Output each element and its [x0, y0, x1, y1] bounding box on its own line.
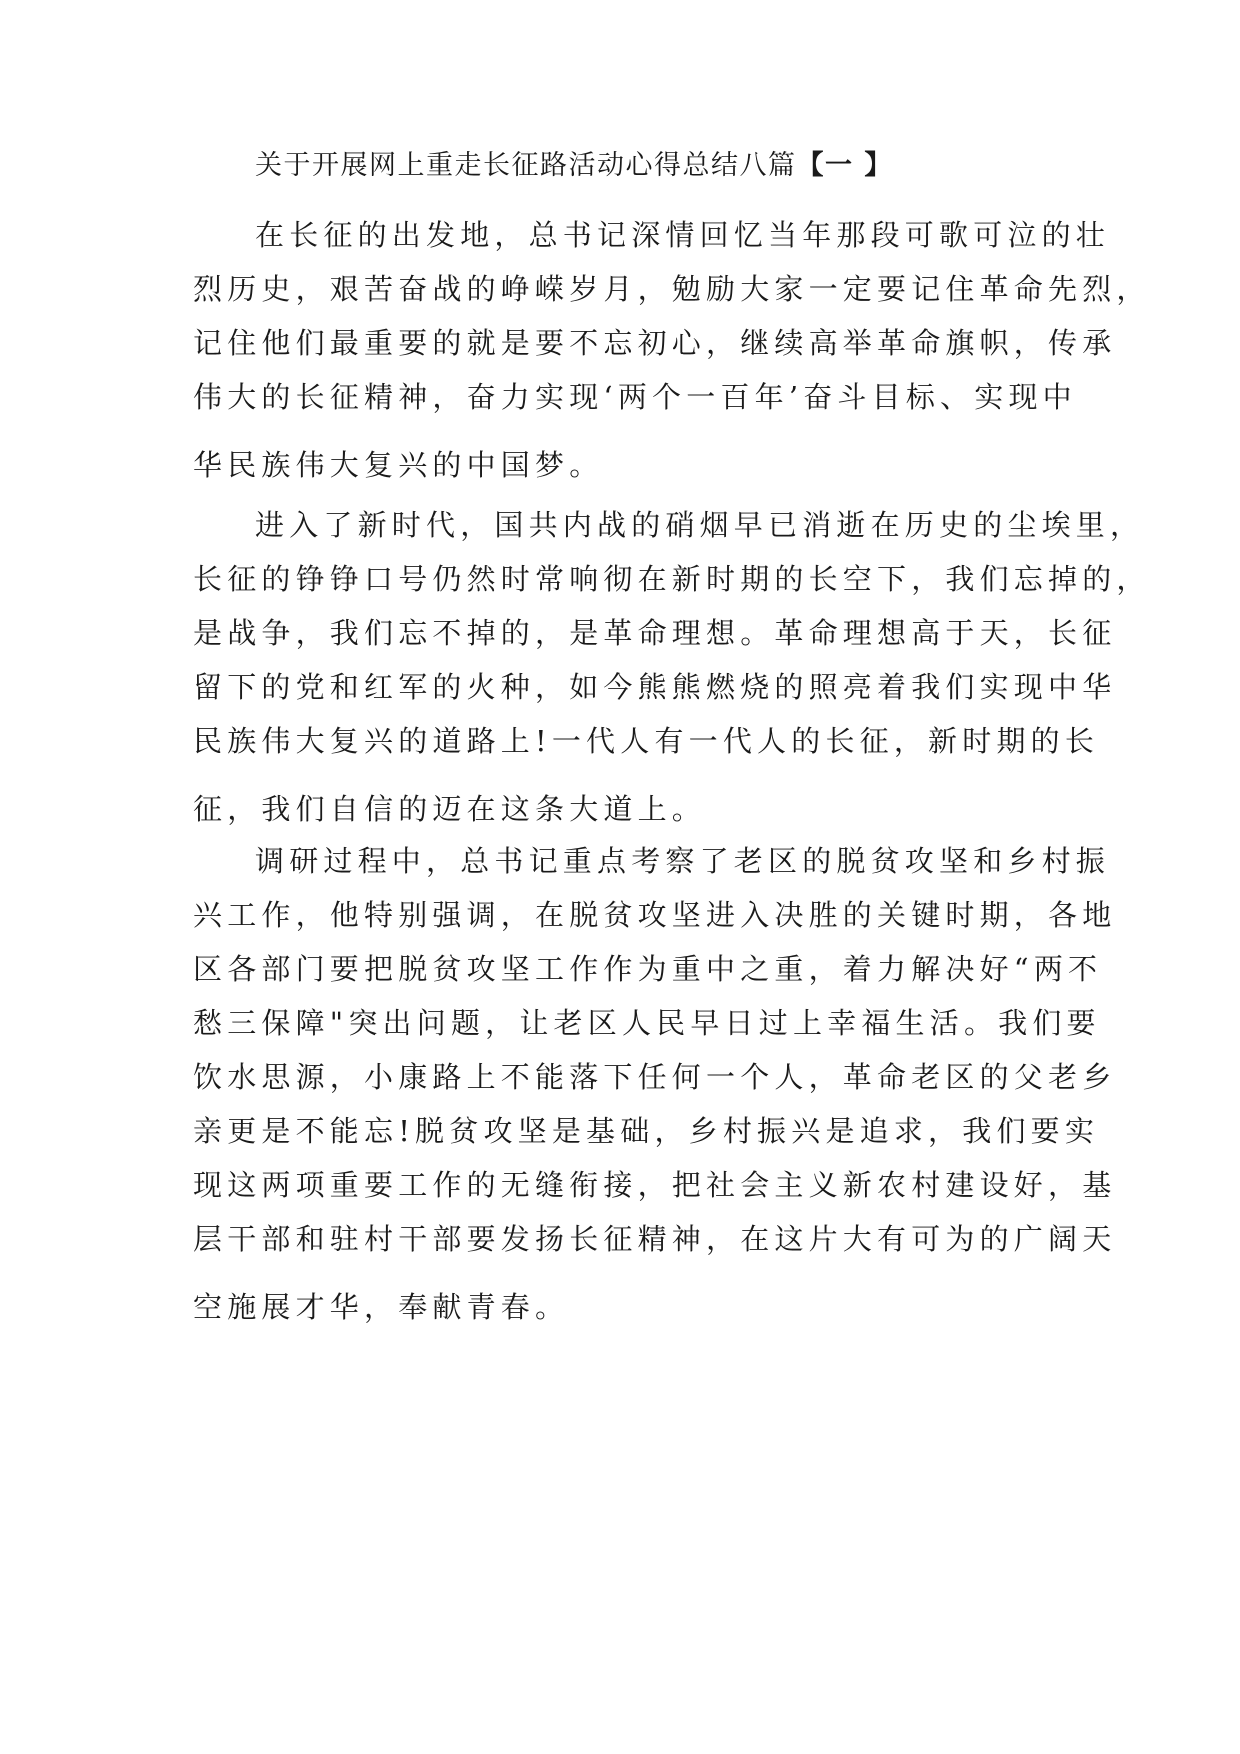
paragraph-line: 兴工作，他特别强调，在脱贫攻坚进入决胜的关键时期，各地	[193, 898, 1117, 932]
title-section-marker: 【一 】	[796, 150, 893, 181]
paragraph-line: 空施展才华，奉献青春。	[193, 1290, 570, 1324]
paragraph-1	[193, 208, 1151, 492]
paragraph-line: 长征的铮铮口号仍然时常响彻在新时期的长空下，我们忘掉的，	[193, 562, 1151, 596]
paragraph-line: 调研过程中，总书记重点考察了老区的脱贫攻坚和乡村振	[255, 844, 1111, 878]
paragraph-line: 记住他们最重要的就是要不忘初心，继续高举革命旗帜，传承	[193, 326, 1117, 360]
paragraph-line: 民族伟大复兴的道路上!一代人有一代人的长征，新时期的长	[193, 724, 1100, 758]
paragraph-line: 愁三保障"突出问题，让老区人民早日过上幸福生活。我们要	[193, 1006, 1101, 1040]
paragraph-line: 烈历史，艰苦奋战的峥嵘岁月，勉励大家一定要记住革命先烈，	[193, 272, 1151, 306]
paragraph-line: 现这两项重要工作的无缝衔接，把社会主义新农村建设好，基	[193, 1168, 1117, 1202]
paragraph-line: 是战争，我们忘不掉的，是革命理想。革命理想高于天，长征	[193, 616, 1117, 650]
paragraph-line: 伟大的长征精神，奋力实现‘两个一百年’奋斗目标、实现中	[193, 380, 1077, 414]
paragraph-line: 进入了新时代，国共内战的硝烟早已消逝在历史的尘埃里，	[255, 508, 1145, 542]
paragraph-2	[193, 498, 1151, 836]
paragraph-line: 留下的党和红军的火种，如今熊熊燃烧的照亮着我们实现中华	[193, 670, 1117, 704]
paragraph-line: 华民族伟大复兴的中国梦。	[193, 448, 604, 482]
paragraph-line: 层干部和驻村干部要发扬长征精神，在这片大有可为的广阔天	[193, 1222, 1117, 1256]
paragraph-3	[193, 834, 1117, 1334]
paragraph-line: 亲更是不能忘!脱贫攻坚是基础，乡村振兴是追求，我们要实	[193, 1114, 1100, 1148]
document-title	[255, 152, 893, 179]
paragraph-line: 区各部门要把脱贫攻坚工作作为重中之重，着力解决好“两不	[193, 952, 1103, 986]
paragraph-line: 征，我们自信的迈在这条大道上。	[193, 792, 707, 826]
title-text: 关于开展网上重走长征路活动心得总结八篇	[255, 150, 797, 181]
paragraph-line: 饮水思源，小康路上不能落下任何一个人，革命老区的父老乡	[193, 1060, 1117, 1094]
paragraph-line: 在长征的出发地，总书记深情回忆当年那段可歌可泣的壮	[255, 218, 1111, 252]
